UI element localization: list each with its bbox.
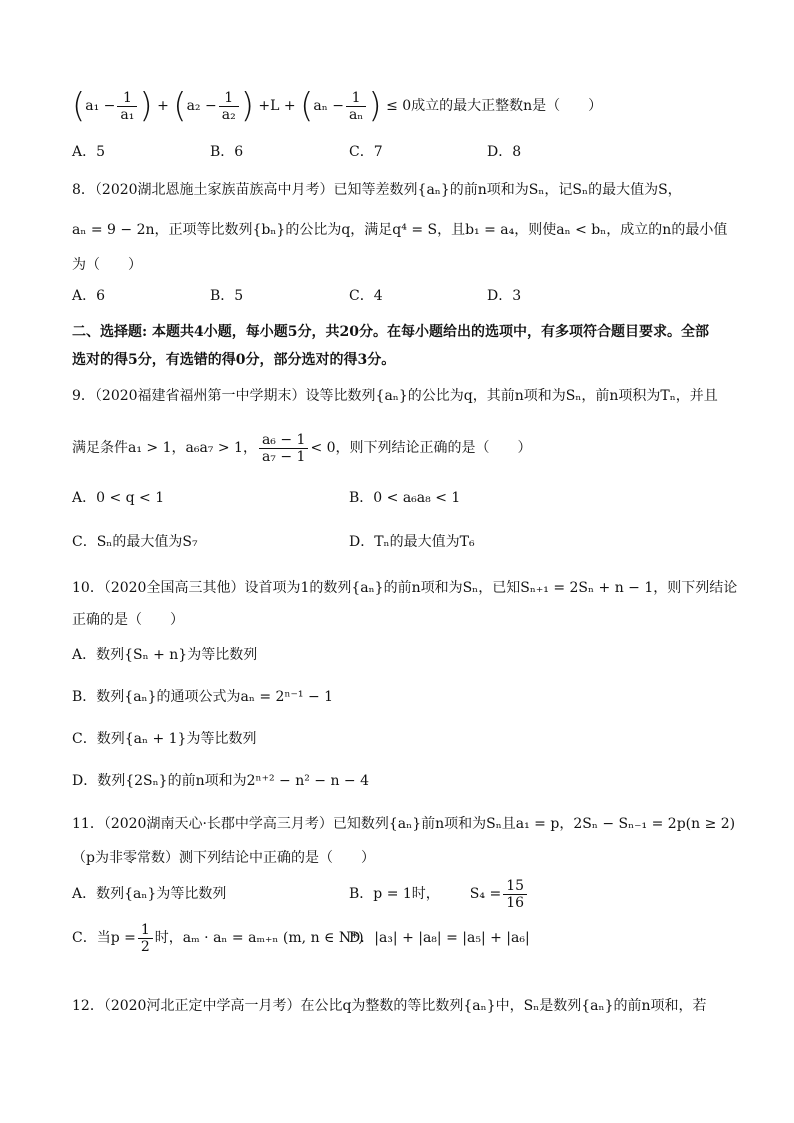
q9-option-a: A．0 < q < 1 [72, 490, 165, 506]
q7-term1-a: a₁ [85, 98, 100, 114]
q7-option-d: D．8 [487, 144, 522, 160]
q10-line1: 10．（2020全国高三其他）设首项为1的数列{aₙ}的前n项和为Sₙ，已知Sₙ₊₁ = 2Sₙ + n − 1，则下列结论 [72, 580, 738, 596]
q11-option-b: B．p = 1时， S₄ = $\frac{15}{16}$ [349, 874, 529, 914]
q7-option-b: B．6 [210, 144, 244, 160]
q10-option-a: A．数列{Sₙ + n}为等比数列 [72, 647, 258, 663]
q8-option-d: D．3 [487, 288, 522, 304]
q9-option-d: D．Tₙ的最大值为T₆ [349, 534, 475, 550]
q11-line2: （p为非零常数）测下列结论中正确的是（ ） [72, 850, 375, 866]
q8-line2: aₙ = 9 − 2n，正项等比数列{bₙ}的公比为q，满足q⁴ = S，且b₁ = a₄，则使aₙ < bₙ，成立的n的最小值 [72, 222, 728, 238]
q7-term2-a: a₂ [186, 98, 201, 114]
q7-termn-a: aₙ [313, 98, 328, 114]
q8-line3: 为（ ） [72, 257, 142, 273]
q11-b-fraction: $\frac{15}{16}$ [503, 878, 527, 911]
q8-option-b: B．5 [210, 288, 244, 304]
q9-fraction: $\frac{\text{a₆ − 1}}{\text{a₇ − 1}}$ [259, 432, 309, 465]
q7-termn-frac: $\frac{1}{\text{aₙ}}$ [346, 90, 366, 123]
q10-line2: 正确的是（ ） [72, 612, 184, 628]
q7-option-c: C．7 [349, 144, 383, 160]
q9-option-c: C．Sₙ的最大值为S₇ [72, 534, 198, 550]
section2-heading-line2: 选对的得5分，有选错的得0分，部分选对的得3分。 [72, 352, 396, 368]
q9-option-b: B．0 < a₆a₈ < 1 [349, 490, 461, 506]
section2-heading-line1: 二、选择题: 本题共4小题，每小题5分，共20分。在每小题给出的选项中，有多项符合题目要求。全部 [72, 324, 710, 340]
q11-option-d: D．|a₃| + |a₈| = |a₅| + |a₆| [349, 930, 530, 946]
q8-option-c: C．4 [349, 288, 383, 304]
q11-line1: 11．（2020湖南天心·长郡中学高三月考）已知数列{aₙ}前n项和为Sₙ且a₁ = p，2Sₙ − Sₙ₋₁ = 2p(n ≥ 2) [72, 816, 736, 832]
q7-formula-line: (a₁ − $\frac{1}{\text{a₁}}$ ) + (a₂ − $\frac{1}{\text{a₂}}$ ) +L + (aₙ − $\frac{1}{\text{aₙ}}$ ) ≤ 0成立的最大正整数n是（ ） [72, 86, 603, 126]
q9-line2-suffix: < 0，则下列结论正确的是（ ） [310, 440, 532, 456]
paren-left: ( [72, 86, 86, 126]
q7-ellipsis: +L + [258, 98, 296, 114]
q12-line1: 12．（2020河北正定中学高一月考）在公比q为整数的等比数列{aₙ}中，Sₙ是数列{aₙ}的前n项和，若 [72, 998, 707, 1014]
q7-tail-text: 成立的最大正整数n是（ ） [411, 98, 603, 114]
q7-option-a: A．5 [72, 144, 106, 160]
q10-option-c: C．数列{aₙ + 1}为等比数列 [72, 731, 257, 747]
q8-line1: 8．（2020湖北恩施土家族苗族高中月考）已知等差数列{aₙ}的前n项和为Sₙ，记Sₙ的最大值为S， [72, 182, 682, 198]
q7-compare: ≤ 0 [386, 98, 412, 114]
q11-option-a: A．数列{aₙ}为等比数列 [72, 886, 227, 902]
q8-option-a: A．6 [72, 288, 106, 304]
q7-term2-frac: $\frac{1}{\text{a₂}}$ [219, 90, 239, 123]
q9-line1: 9．（2020福建省福州第一中学期末）设等比数列{aₙ}的公比为q，其前n项和为Sₙ，前n项积为Tₙ，并且 [72, 388, 718, 404]
q10-option-b: B．数列{aₙ}的通项公式为aₙ = 2ⁿ⁻¹ − 1 [72, 689, 334, 705]
q9-line2 [72, 428, 532, 468]
q11-option-c: C．当p = $\frac{1}{2}$ 时，aₘ · aₙ = aₘ₊ₙ (m, n ∈ N*) [72, 921, 364, 955]
q10-option-d: D．数列{2Sₙ}的前n项和为2ⁿ⁺² − n² − n − 4 [72, 773, 370, 789]
q7-term1-frac: $\frac{1}{\text{a₁}}$ [117, 90, 137, 123]
q9-line2-prefix: 满足条件a₁ > 1，a₆a₇ > 1， [72, 440, 257, 456]
q11-c-fraction: $\frac{1}{2}$ [138, 922, 153, 955]
